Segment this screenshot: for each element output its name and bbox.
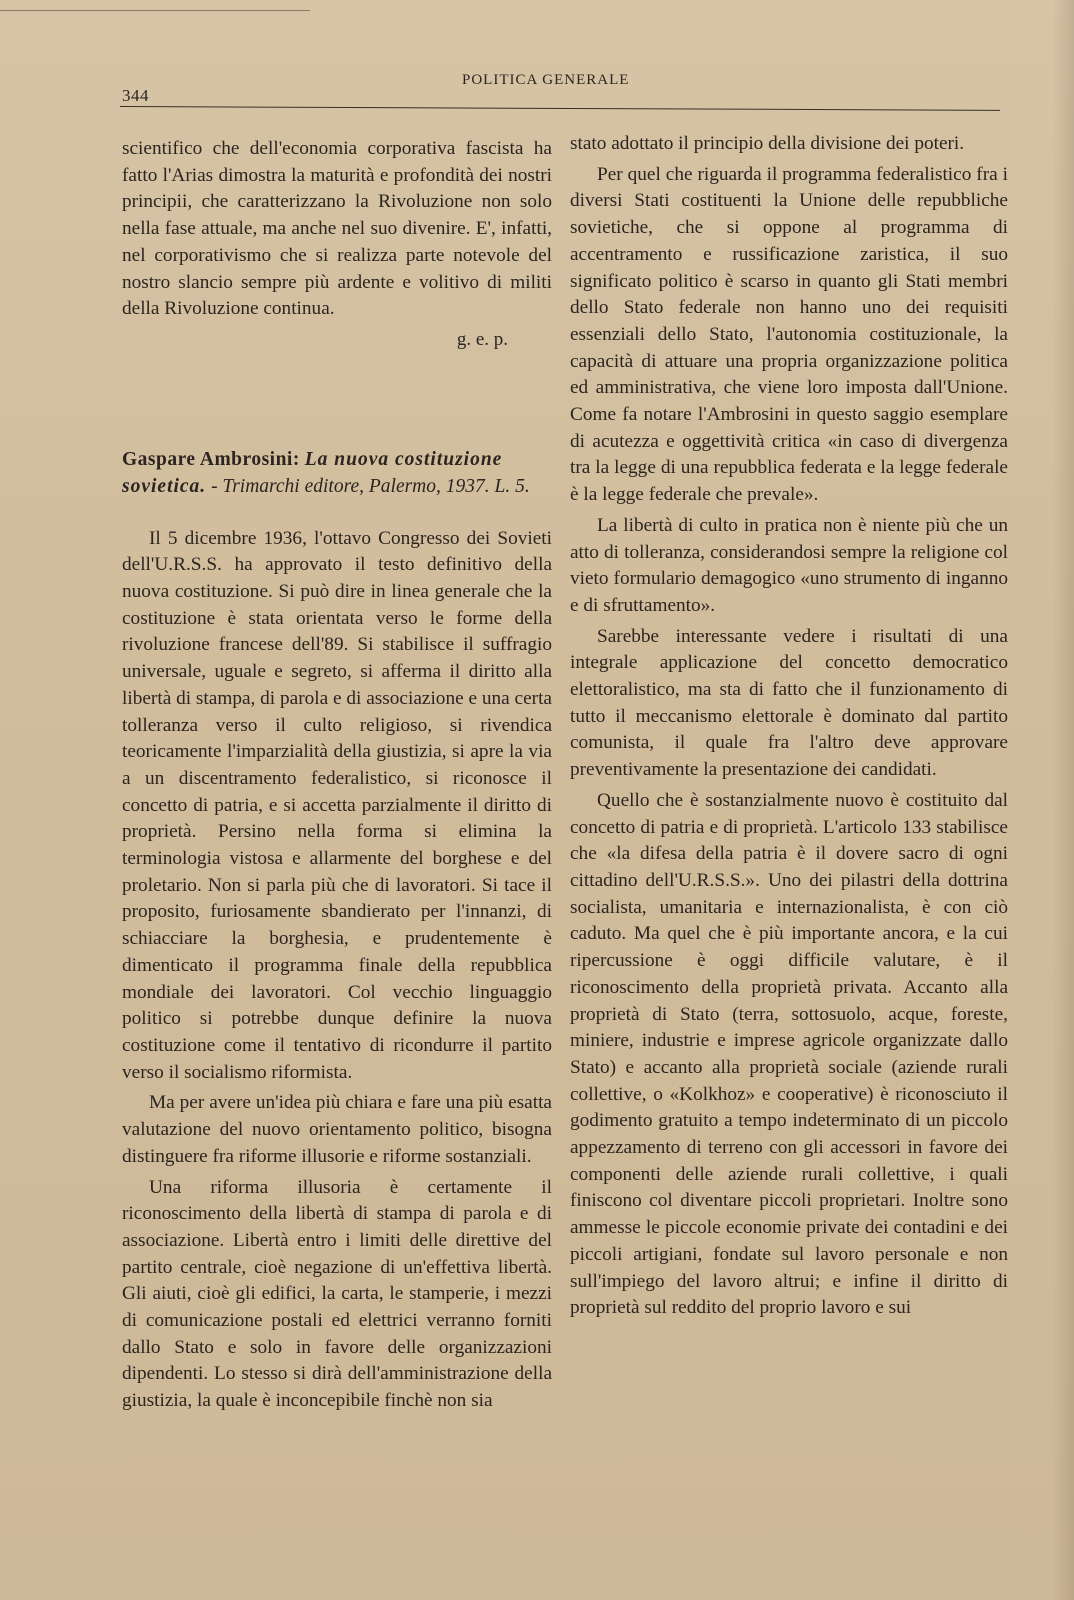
page-right-edge-shadow [1052, 0, 1074, 1600]
right-paragraph-3: La libertà di culto in pratica non è niente più che un atto di tolleranza, considerandosi sempre la religione col vieto formulario demagogico «uno strumento di inganno e di sfruttamento». [570, 514, 1008, 616]
left-column [122, 136, 552, 1415]
right-paragraph-4: Sarebbe interessante vedere i risultati di una integrale applicazione del concetto democratico elettoralistico, ma sta di fatto che il funzionamento di tutto il meccanismo elettorale è dominato dal partito comunista, il quale fra l'altro deve approvare preventivamente la presentazione dei candidati. [570, 625, 1008, 781]
running-head: POLITICA GENERALE [462, 72, 630, 88]
page-top-edge [0, 0, 310, 11]
review-body [122, 526, 552, 1415]
signature-initials: g. e. p. [456, 328, 508, 350]
right-paragraph-5: Quello che è sostanzialmente nuovo è costituito dal concetto di patria e di proprietà. L'articolo 133 stabilisce che «la difesa della patria è il dovere sacro di ogni cittadino dell'U.R.S.S.». Uno dei pilastri della dottrina socialista, umanitaria e internazionalista, è con ciò caduto. Ma quel che è più importante ancora, e la cui ripercussione è oggi difficile valutare, è il riconoscimento della proprietà privata. Accanto alla proprietà di Stato (terra, sottosuolo, acque, foreste, miniere, industrie e imprese agricole organizzate dallo Stato) e accanto alla proprietà sociale (aziende rurali collettive, o «Kolkhoz» e cooperative) è riconosciuto il godimento gratuito a tempo indeterminato di un piccolo appezzamento di terreno con gli accessori in favore dei componenti delle aziende rurali collettive, i quali finiscono col diventare piccoli proprietari. Inoltre sono ammesse le piccole economie private dei contadini e dei piccoli artigiani, fondate sul lavoro personale e non sull'impiego del lavoro altrui; e infine il diritto di proprietà sul reddito del proprio lavoro e sui [570, 789, 1008, 1319]
left-paragraph-1: scientifico che dell'economia corporativa fascista ha fatto l'Arias dimostra la maturità e profondità dei nostri principii, che caratterizzano la Rivoluzione non solo nella fase attuale, ma anche nel suo divenire. E', infatti, nel corporativismo che si realizza parte notevole del nostro slancio sempre più ardente e volitivo di militi della Rivoluzione continua. [122, 138, 552, 320]
review-title: La nuova costituzione sovietica. [122, 448, 503, 497]
right-paragraph-1: stato adottato il principio della divisione dei poteri. [570, 133, 965, 154]
left-paragraph-3: Ma per avere un'idea più chiara e fare una più esatta valutazione del nuovo orientamento politico, bisogna distinguere fra riforme illusorie e riforme sostanziali. [122, 1092, 552, 1167]
header-rule [120, 106, 1000, 111]
right-column [570, 131, 1008, 1322]
review-publisher: - Trimarchi editore, Palermo, 1937. L. 5. [211, 475, 530, 497]
right-paragraph-2: Per quel che riguarda il programma federalistico fra i diversi Stati costituenti la Unione delle repubbliche sovietiche, che si oppone al programma di accentramento e russificazione zaristica, il suo significato politico è scarso in quanto gli Stati membri dello Stato federale non hanno uno dei requisiti essenziali dello Stato, l'autonomia costituzionale, la capacità di attuare una propria organizzazione politica ed amministrativa, che viene loro imposta dall'Unione. Come fa notare l'Ambrosini in questo saggio esemplare di acutezza e oggettività critica «in caso di divergenza tra la legge di una repubblica federata e la legge federale è la legge federale che prevale». [570, 163, 1008, 506]
review-heading [122, 446, 552, 500]
left-paragraph-4: Una riforma illusoria è certamente il riconoscimento della libertà di stampa di parola e di associazione. Libertà entro i limiti delle direttive del partito centrale, cioè negazione di un'effettiva libertà. Gli aiuti, cioè gli edifici, la carta, le stamperie, i mezzi di comunicazione postali ed elettrici verranno forniti dallo Stato e solo in favore delle organizzazioni dipendenti. Lo stesso si dirà dell'amministrazione della giustizia, la quale è inconcepibile finchè non sia [122, 1176, 552, 1412]
left-paragraph-2: Il 5 dicembre 1936, l'ottavo Congresso dei Sovieti dell'U.R.S.S. ha approvato il testo definitivo della nuova costituzione. Si può dire in linea generale che la costituzione è stata orientata verso le forme della rivoluzione francese dell'89. Si stabilisce il suffragio universale, uguale e segreto, si afferma il diritto alla libertà di stampa, di parola e di associazione e una certa tolleranza verso il culto religioso, si rivendica teoricamente l'imparzialità della giustizia, si apre la via a un discentramento federalistico, si riconosce il concetto di patria, e si accetta parzialmente il diritto di proprietà. Persino nella forma si elimina la terminologia vistosa e allarmente del borghese e del proletario. Non si parla più che di lavoratori. Si tace il proposito, furiosamente sbandierato per l'innanzi, di schiacciare la borghesia, e prudentemente è dimenticato il programma finale della repubblica mondiale dei lavoratori. Col vecchio linguaggio politico si potrebbe dunque definire la nuova costituzione come il tentativo di ricondurre il partito verso il socialismo riformista. [122, 527, 552, 1083]
review-author: Gaspare Ambrosini: [122, 448, 300, 470]
page-number: 344 [122, 86, 149, 105]
